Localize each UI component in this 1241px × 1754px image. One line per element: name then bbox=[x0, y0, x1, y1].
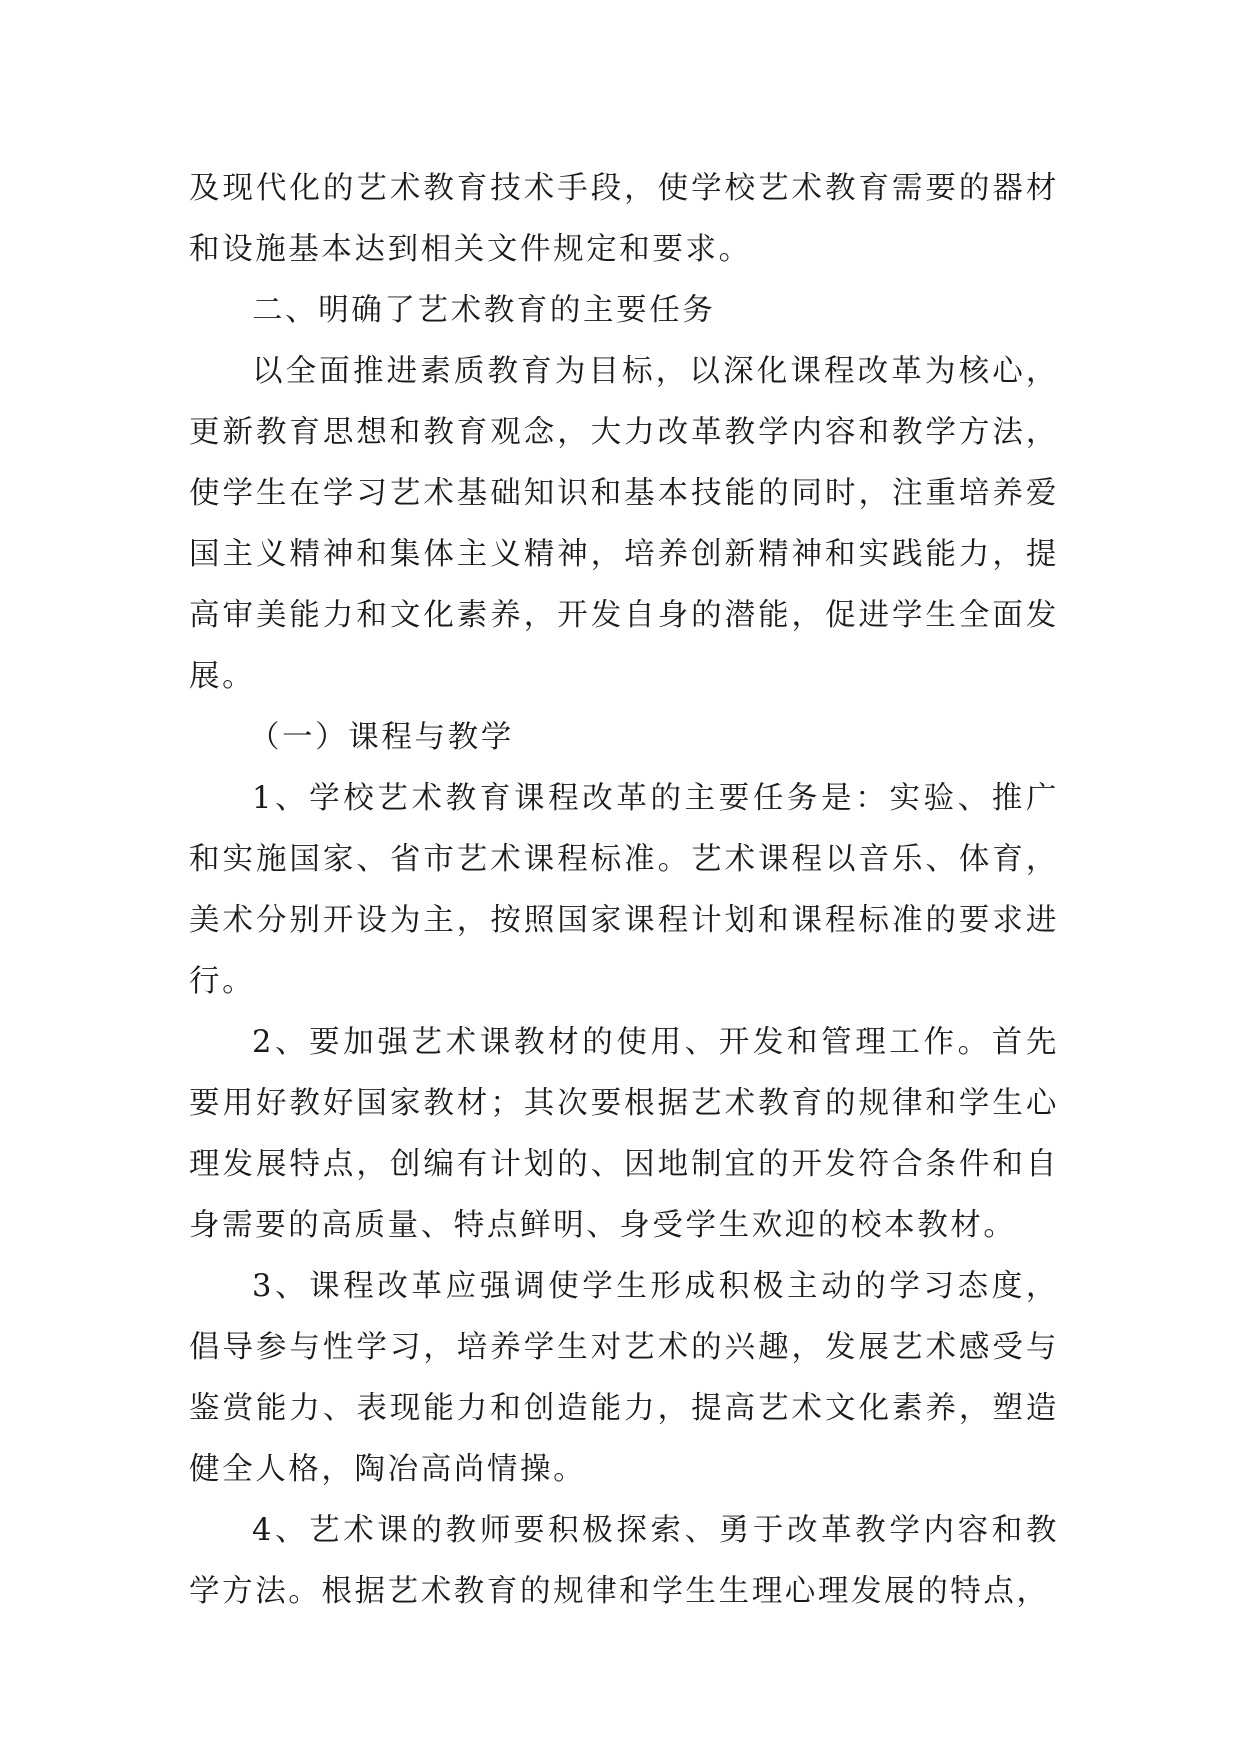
document-body bbox=[189, 158, 1059, 1622]
paragraph-continuation: 及现代化的艺术教育技术手段，使学校艺术教育需要的器材和设施基本达到相关文件规定和要求。 bbox=[189, 171, 1059, 267]
list-item-1: 1、学校艺术教育课程改革的主要任务是：实验、推广和实施国家、省市艺术课程标准。艺术课程以音乐、体育，美术分别开设为主，按照国家课程计划和课程标准的要求进行。 bbox=[189, 781, 1059, 999]
section-heading-main-tasks: 二、明确了艺术教育的主要任务 bbox=[252, 293, 716, 328]
list-item-2: 2、要加强艺术课教材的使用、开发和管理工作。首先要用好教好国家教材；其次要根据艺术教育的规律和学生心理发展特点，创编有计划的、因地制宜的开发符合条件和自身需要的高质量、特点鲜明、身受学生欢迎的校本教材。 bbox=[189, 1025, 1059, 1243]
list-item-3: 3、课程改革应强调使学生形成积极主动的学习态度，倡导参与性学习，培养学生对艺术的兴趣，发展艺术感受与鉴赏能力、表现能力和创造能力，提高艺术文化素养，塑造健全人格，陶冶高尚情操。 bbox=[189, 1269, 1059, 1487]
paragraph-goals: 以全面推进素质教育为目标，以深化课程改革为核心，更新教育思想和教育观念，大力改革教学内容和教学方法，使学生在学习艺术基础知识和基本技能的同时，注重培养爱国主义精神和集体主义精神，培养创新精神和实践能力，提高审美能力和文化素养，开发自身的潜能，促进学生全面发展。 bbox=[189, 354, 1059, 694]
list-item-4: 4、艺术课的教师要积极探索、勇于改革教学内容和教学方法。根据艺术教育的规律和学生生理心理发展的特点， bbox=[189, 1513, 1059, 1609]
subsection-heading-curriculum: （一）课程与教学 bbox=[249, 720, 514, 755]
